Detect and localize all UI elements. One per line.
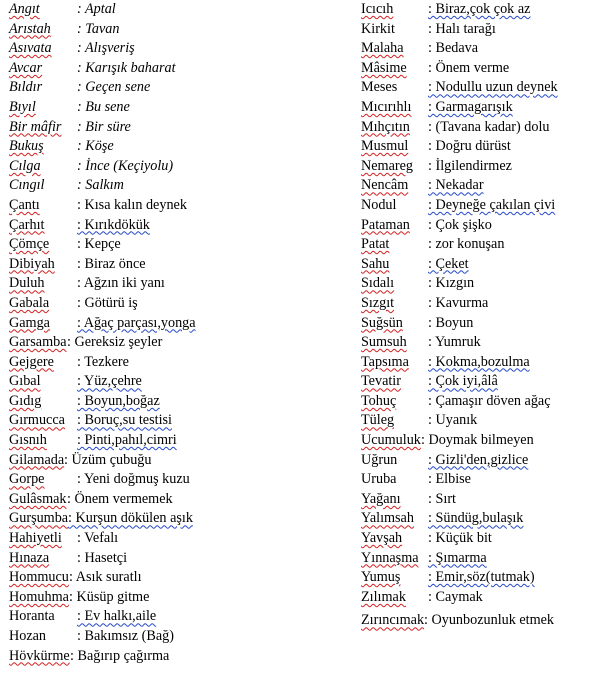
glossary-row <box>361 529 606 549</box>
glossary-term: Nemareg <box>361 157 413 174</box>
glossary-row <box>9 549 349 569</box>
glossary-term: Gıbal <box>9 373 41 390</box>
glossary-term: Mıcırıhlı <box>361 98 412 115</box>
glossary-definition: : Deyneğe çakılan çivi <box>428 196 556 213</box>
glossary-row <box>9 490 349 510</box>
glossary-left-column <box>9 0 349 666</box>
glossary-term: Garsamba <box>9 334 67 351</box>
glossary-term: Mâsime <box>361 59 407 76</box>
glossary-definition: : İlgilendirmez <box>428 157 512 174</box>
glossary-definition: : Yeni doğmuş kuzu <box>77 471 190 488</box>
glossary-definition: : Doymak bilmeyen <box>421 432 534 449</box>
glossary-definition: : Boyun,boğaz <box>77 392 160 409</box>
glossary-term: Ucumuluk <box>361 432 421 449</box>
glossary-row <box>9 196 349 216</box>
glossary-definition: : Pinti,pahıl,cimri <box>77 432 177 449</box>
glossary-row <box>361 411 606 431</box>
glossary-definition: : İnce (Keçiyolu) <box>77 157 174 174</box>
glossary-row <box>9 39 349 59</box>
glossary-term: Mıhçıtın <box>361 118 410 135</box>
glossary-definition: : Kokma,bozulma <box>428 353 530 370</box>
glossary-definition: : Uyanık <box>428 412 478 429</box>
glossary-definition: : (Tavana kadar) dolu <box>428 118 550 135</box>
glossary-row <box>9 333 349 353</box>
glossary-row <box>9 118 349 138</box>
glossary-definition: : Vefalı <box>77 530 119 547</box>
glossary-row <box>361 274 606 294</box>
glossary-term: Angıt <box>9 1 40 17</box>
glossary-term: Hommucu <box>9 569 69 586</box>
glossary-definition: : Kurşun dökülen aşık <box>68 510 193 527</box>
glossary-definition: : Karışık baharat <box>77 59 176 76</box>
glossary-row <box>361 353 606 373</box>
glossary-definition: : Kızgın <box>428 275 475 292</box>
glossary-term: Kirkit <box>361 20 395 37</box>
glossary-row <box>9 627 349 647</box>
glossary-definition: : Salkım <box>77 177 124 194</box>
glossary-definition: : Götürü iş <box>77 294 138 311</box>
glossary-term: Zılımak <box>361 588 406 605</box>
glossary-definition: : Hasetçi <box>77 549 128 566</box>
glossary-row <box>361 333 606 353</box>
glossary-definition: : Köşe <box>77 138 114 155</box>
glossary-row <box>9 78 349 98</box>
glossary-row <box>9 451 349 471</box>
glossary-row <box>361 20 606 40</box>
glossary-row <box>9 392 349 412</box>
glossary-row <box>9 314 349 334</box>
glossary-row <box>9 0 349 20</box>
glossary-definition: : Geçen sene <box>77 79 151 96</box>
glossary-definition: : Yüz,çehre <box>77 373 142 390</box>
glossary-row <box>9 235 349 255</box>
glossary-definition: : Kavurma <box>428 294 489 311</box>
glossary-row <box>361 611 606 631</box>
glossary-row <box>9 98 349 118</box>
glossary-definition: : Asık suratlı <box>69 569 142 586</box>
glossary-definition: : Bedava <box>428 40 479 57</box>
glossary-definition: : Çamaşır döven ağaç <box>428 392 551 409</box>
glossary-row <box>361 216 606 236</box>
glossary-row <box>9 607 349 627</box>
glossary-row <box>9 294 349 314</box>
glossary-row <box>9 216 349 236</box>
glossary-row <box>361 470 606 490</box>
glossary-definition: : Alışveriş <box>77 40 135 57</box>
glossary-term: Sumsuh <box>361 334 407 351</box>
glossary-definition: : Çok şişko <box>428 216 492 233</box>
glossary-definition: : Biraz,çok çok az <box>428 1 531 17</box>
glossary-row <box>9 137 349 157</box>
glossary-term: Tapsıma <box>361 353 409 370</box>
glossary-row <box>361 294 606 314</box>
glossary-term: Sıdalı <box>361 275 395 292</box>
glossary-row <box>361 372 606 392</box>
glossary-row <box>361 509 606 529</box>
glossary-term: Yalımsah <box>361 510 414 527</box>
glossary-term: Gabala <box>9 294 50 311</box>
glossary-term: Tevatir <box>361 373 401 390</box>
glossary-definition: : Emir,söz(tutmak) <box>428 569 535 586</box>
glossary-row <box>361 392 606 412</box>
glossary-definition: : Çeket <box>428 255 469 272</box>
glossary-term: Zırıncımak <box>361 612 425 629</box>
glossary-row <box>9 59 349 79</box>
glossary-row <box>361 0 606 20</box>
glossary-row <box>9 411 349 431</box>
glossary-term: Meses <box>361 79 398 96</box>
glossary-definition: : Nodullu uzun deynek <box>428 79 558 96</box>
glossary-definition: : Önem verme <box>428 59 510 76</box>
glossary-term: Gurşumba <box>9 510 69 527</box>
glossary-row <box>9 509 349 529</box>
glossary-term: Hahiyetli <box>9 530 62 547</box>
glossary-row <box>9 157 349 177</box>
glossary-definition: : Önem vermemek <box>67 490 173 507</box>
glossary-row <box>361 568 606 588</box>
glossary-definition: : Kısa kalın deynek <box>77 196 187 213</box>
glossary-definition: : Kepçe <box>77 236 121 253</box>
glossary-row <box>361 176 606 196</box>
glossary-row <box>361 235 606 255</box>
glossary-definition: : Boruç,su testisi <box>77 412 172 429</box>
glossary-definition: : Küsüp gitme <box>69 588 150 605</box>
glossary-row <box>9 20 349 40</box>
glossary-row <box>9 588 349 608</box>
glossary-row <box>9 647 349 667</box>
glossary-term: Gilamada <box>9 451 65 468</box>
glossary-definition: : Oyunbozunluk etmek <box>424 612 555 629</box>
glossary-definition: : Sündüg,bulaşık <box>428 510 524 527</box>
glossary-definition: : Elbise <box>428 471 471 488</box>
glossary-term: Gısnıh <box>9 432 47 449</box>
glossary-term: Malaha <box>361 40 404 57</box>
glossary-row <box>361 98 606 118</box>
glossary-term: Hozan <box>9 628 47 644</box>
glossary-definition: : Ağzın iki yanı <box>77 275 165 292</box>
glossary-term: Gorpe <box>9 471 45 488</box>
glossary-definition: : Bağırıp çağırma <box>70 647 170 664</box>
glossary-definition: : Garmagarışık <box>428 98 513 115</box>
glossary-definition: : Bu sene <box>77 98 130 115</box>
glossary-row <box>9 431 349 451</box>
glossary-row <box>361 314 606 334</box>
glossary-term: Tohuç <box>361 392 397 409</box>
glossary-row <box>361 59 606 79</box>
glossary-term: Duluh <box>9 275 45 292</box>
glossary-row <box>9 372 349 392</box>
glossary-definition: : Gizli'den,gizlice <box>428 451 529 468</box>
glossary-term: Bıyıl <box>9 98 36 115</box>
glossary-right-column <box>361 0 606 631</box>
glossary-term: Yavşah <box>361 530 403 547</box>
glossary-definition: : Çok iyi,âlâ <box>428 373 498 390</box>
glossary-term: Gıdıg <box>9 392 42 409</box>
glossary-term: Gejgere <box>9 353 54 370</box>
glossary-term: Uruba <box>361 471 397 488</box>
glossary-term: Gulâsmak <box>9 490 67 507</box>
glossary-definition: : Caymak <box>428 588 483 605</box>
glossary-row <box>361 196 606 216</box>
glossary-term: Pataman <box>361 216 410 233</box>
glossary-definition: : Kırıkdökük <box>77 216 150 233</box>
glossary-term: Arıstah <box>9 20 51 37</box>
glossary-term: Nencâm <box>361 177 409 194</box>
glossary-term: Tüleg <box>361 412 395 429</box>
glossary-definition: : Tezkere <box>77 353 129 370</box>
glossary-row <box>9 176 349 196</box>
glossary-definition: : Sırt <box>428 490 456 507</box>
glossary-term: Avcar <box>9 59 43 76</box>
glossary-row <box>361 137 606 157</box>
glossary-row <box>9 529 349 549</box>
glossary-definition: : Şımarma <box>428 549 487 566</box>
glossary-row <box>361 588 606 608</box>
glossary-term: Nodul <box>361 196 397 213</box>
glossary-term: Asıvata <box>9 40 52 57</box>
glossary-row <box>361 451 606 471</box>
glossary-term: Yınnaşma <box>361 549 419 566</box>
glossary-term: Cılga <box>9 157 41 174</box>
glossary-definition: : Gereksiz şeyler <box>67 334 163 351</box>
glossary-definition: : Yumruk <box>428 334 481 351</box>
glossary-definition: : zor konuşan <box>428 236 505 253</box>
glossary-term: Bukuş <box>9 138 44 155</box>
glossary-term: Çarhıt <box>9 216 45 233</box>
glossary-row <box>361 431 606 451</box>
glossary-term: Bir mâfir <box>9 118 62 135</box>
glossary-term: Gırmucca <box>9 412 65 429</box>
glossary-row <box>361 118 606 138</box>
glossary-definition: : Tavan <box>77 20 120 37</box>
glossary-term: Hövkürme <box>9 647 70 664</box>
glossary-term: Patat <box>361 236 390 253</box>
glossary-definition: : Ağaç parçası,yonga <box>77 314 196 331</box>
glossary-term: Yağanı <box>361 490 401 507</box>
glossary-term: Suğsün <box>361 314 403 331</box>
glossary-definition: : Bakımsız (Bağ) <box>77 628 174 644</box>
glossary-row <box>9 470 349 490</box>
glossary-definition: : Ev halkı,aile <box>77 608 157 625</box>
glossary-row <box>9 353 349 373</box>
glossary-definition: : Nekadar <box>428 177 484 194</box>
glossary-row <box>361 549 606 569</box>
glossary-definition: : Bir süre <box>77 118 131 135</box>
glossary-definition: : Halı tarağı <box>428 20 496 37</box>
glossary-row <box>361 490 606 510</box>
glossary-term: Yumuş <box>361 569 401 586</box>
glossary-row <box>9 274 349 294</box>
glossary-row <box>361 39 606 59</box>
glossary-row <box>361 157 606 177</box>
glossary-row <box>9 568 349 588</box>
glossary-definition: : Küçük bit <box>428 530 492 547</box>
glossary-definition: : Doğru dürüst <box>428 138 511 155</box>
glossary-term: Çömçe <box>9 236 50 253</box>
glossary-term: Icıcıh <box>361 1 394 17</box>
glossary-definition: : Üzüm çubuğu <box>64 451 152 468</box>
glossary-term: Sızgıt <box>361 294 395 311</box>
glossary-term: Hınaza <box>9 549 50 566</box>
glossary-definition: : Aptal <box>77 1 116 17</box>
glossary-term: Bıldır <box>9 79 43 96</box>
glossary-term: Sahu <box>361 255 390 272</box>
glossary-term: Çantı <box>9 196 40 213</box>
glossary-term: Gamga <box>9 314 50 331</box>
glossary-row <box>9 255 349 275</box>
glossary-term: Uğrun <box>361 451 398 468</box>
glossary-term: Dibiyah <box>9 255 55 272</box>
glossary-term: Cıngıl <box>9 177 45 194</box>
glossary-term: Horanta <box>9 608 55 625</box>
glossary-row <box>361 78 606 98</box>
glossary-term: Musmul <box>361 138 409 155</box>
glossary-definition: : Biraz önce <box>77 255 146 272</box>
glossary-definition: : Boyun <box>428 314 474 331</box>
glossary-term: Homuhma <box>9 588 69 605</box>
glossary-row <box>361 255 606 275</box>
